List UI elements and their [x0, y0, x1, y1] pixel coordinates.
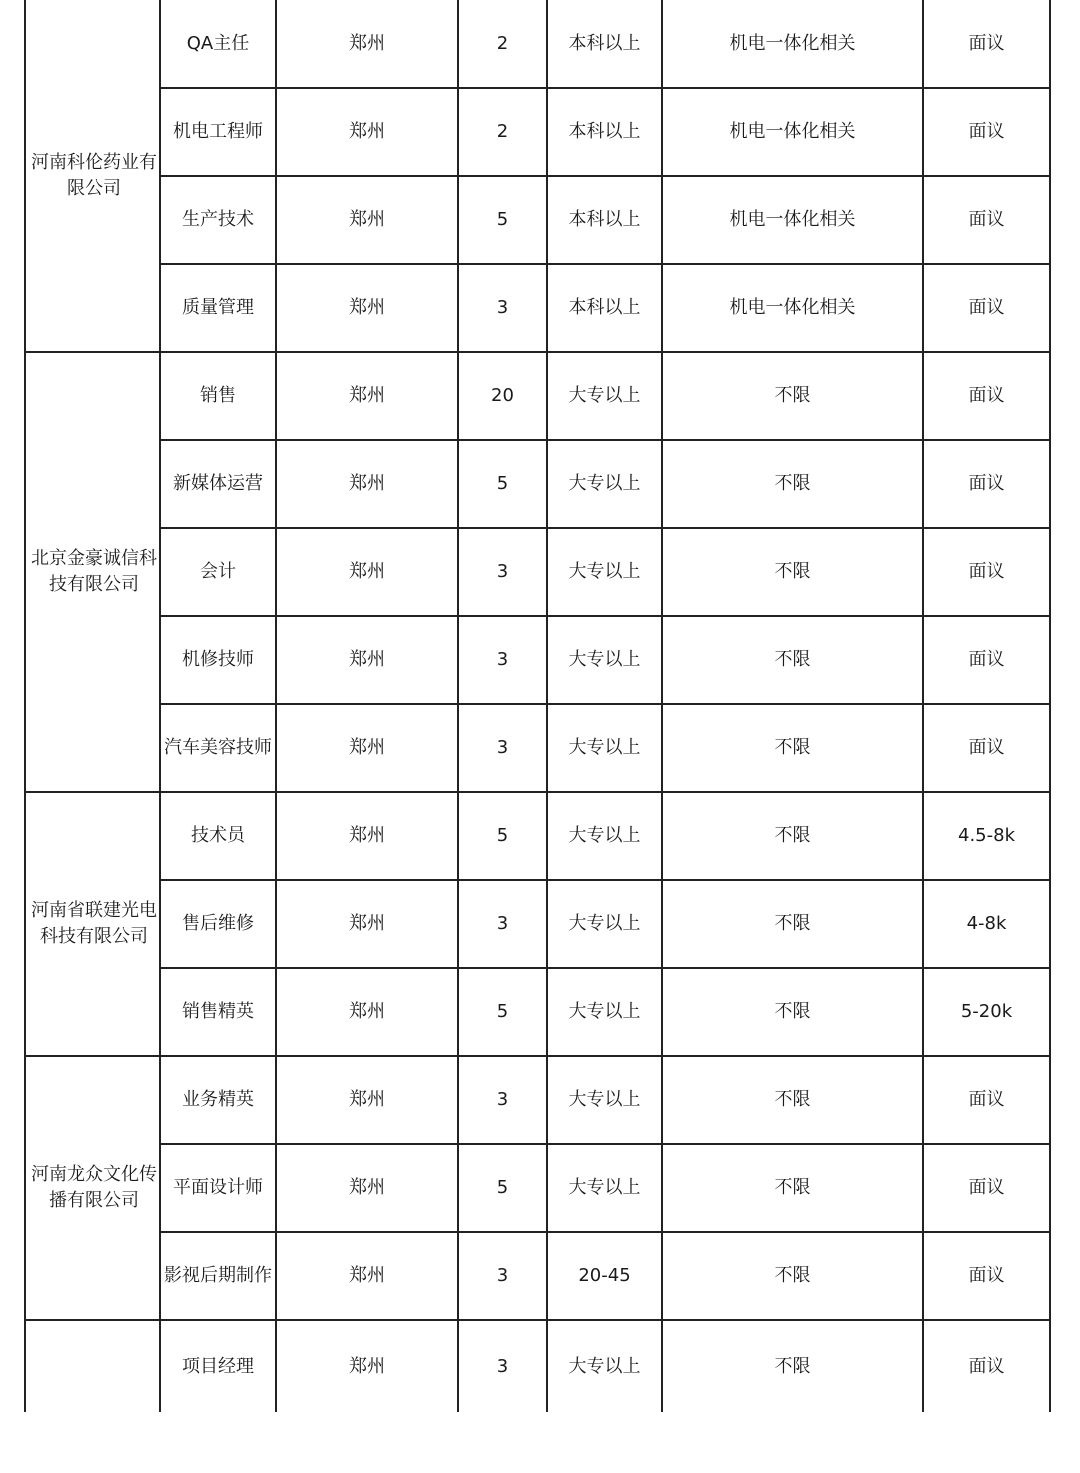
major-cell: 不限 [662, 968, 923, 1056]
position-cell: 生产技术 [160, 176, 276, 264]
education-cell: 大专以上 [547, 1320, 662, 1412]
major-cell: 不限 [662, 352, 923, 440]
salary-cell: 面议 [923, 1056, 1050, 1144]
salary-cell: 面议 [923, 1232, 1050, 1320]
position-cell: 售后维修 [160, 880, 276, 968]
major-cell: 不限 [662, 1320, 923, 1412]
company-cell [25, 352, 160, 792]
salary-cell: 5-20k [923, 968, 1050, 1056]
location-cell: 郑州 [276, 1144, 458, 1232]
location-cell: 郑州 [276, 440, 458, 528]
education-cell: 大专以上 [547, 1144, 662, 1232]
major-cell: 机电一体化相关 [662, 264, 923, 352]
company-cell [25, 792, 160, 1056]
education-cell: 本科以上 [547, 0, 662, 88]
major-cell: 不限 [662, 1144, 923, 1232]
location-cell: 郑州 [276, 1320, 458, 1412]
major-cell: 不限 [662, 616, 923, 704]
salary-cell: 面议 [923, 352, 1050, 440]
education-cell: 大专以上 [547, 440, 662, 528]
position-cell: 机修技师 [160, 616, 276, 704]
company-name: 北京金豪诚信科技有限公司 [31, 548, 157, 595]
major-cell: 机电一体化相关 [662, 0, 923, 88]
education-cell: 本科以上 [547, 176, 662, 264]
education-cell: 20-45 [547, 1232, 662, 1320]
count-cell: 2 [458, 0, 547, 88]
salary-cell: 面议 [923, 1144, 1050, 1232]
education-cell: 大专以上 [547, 1056, 662, 1144]
major-cell: 不限 [662, 792, 923, 880]
position-cell: 会计 [160, 528, 276, 616]
count-cell: 5 [458, 968, 547, 1056]
location-cell: 郑州 [276, 1232, 458, 1320]
position-cell: 项目经理 [160, 1320, 276, 1412]
position-cell: 业务精英 [160, 1056, 276, 1144]
salary-cell: 面议 [923, 88, 1050, 176]
major-cell: 不限 [662, 880, 923, 968]
table-row [25, 528, 1050, 616]
salary-cell: 面议 [923, 704, 1050, 792]
table-row [25, 1144, 1050, 1232]
major-cell: 不限 [662, 440, 923, 528]
company-name: 河南科伦药业有限公司 [31, 151, 157, 199]
salary-cell: 面议 [923, 176, 1050, 264]
position-cell: 平面设计师 [160, 1144, 276, 1232]
major-cell: 不限 [662, 704, 923, 792]
major-cell: 不限 [662, 1056, 923, 1144]
table-row [25, 176, 1050, 264]
location-cell: 郑州 [276, 792, 458, 880]
location-cell: 郑州 [276, 88, 458, 176]
table-row [25, 440, 1050, 528]
location-cell: 郑州 [276, 1056, 458, 1144]
position-cell: 销售精英 [160, 968, 276, 1056]
count-cell: 20 [458, 352, 547, 440]
count-cell: 3 [458, 1320, 547, 1412]
salary-cell: 4.5-8k [923, 792, 1050, 880]
company-cell [25, 1056, 160, 1320]
count-cell: 5 [458, 440, 547, 528]
company-name: 河南龙众文化传播有限公司 [31, 1164, 157, 1211]
job-listing-table [24, 0, 1051, 1412]
position-cell: 质量管理 [160, 264, 276, 352]
count-cell: 3 [458, 528, 547, 616]
position-cell: QA主任 [160, 0, 276, 88]
location-cell: 郑州 [276, 176, 458, 264]
salary-cell: 面议 [923, 440, 1050, 528]
major-cell: 机电一体化相关 [662, 88, 923, 176]
education-cell: 大专以上 [547, 792, 662, 880]
company-cell [25, 1320, 160, 1412]
education-cell: 大专以上 [547, 880, 662, 968]
location-cell: 郑州 [276, 264, 458, 352]
location-cell: 郑州 [276, 616, 458, 704]
location-cell: 郑州 [276, 0, 458, 88]
count-cell: 3 [458, 880, 547, 968]
position-cell: 汽车美容技师 [160, 704, 276, 792]
education-cell: 本科以上 [547, 88, 662, 176]
company-cell [25, 0, 160, 352]
table-row [25, 880, 1050, 968]
location-cell: 郑州 [276, 968, 458, 1056]
table-row [25, 1320, 1050, 1412]
count-cell: 3 [458, 1232, 547, 1320]
count-cell: 3 [458, 1056, 547, 1144]
location-cell: 郑州 [276, 528, 458, 616]
position-cell: 销售 [160, 352, 276, 440]
table-row [25, 88, 1050, 176]
position-cell: 影视后期制作 [160, 1232, 276, 1320]
table-row [25, 792, 1050, 880]
salary-cell: 面议 [923, 616, 1050, 704]
education-cell: 大专以上 [547, 616, 662, 704]
major-cell: 机电一体化相关 [662, 176, 923, 264]
major-cell: 不限 [662, 528, 923, 616]
education-cell: 大专以上 [547, 528, 662, 616]
salary-cell: 面议 [923, 264, 1050, 352]
company-name: 河南省联建光电科技有限公司 [31, 900, 157, 947]
count-cell: 5 [458, 792, 547, 880]
count-cell: 5 [458, 176, 547, 264]
salary-cell: 面议 [923, 528, 1050, 616]
table-row [25, 0, 1050, 88]
table-row [25, 1056, 1050, 1144]
location-cell: 郑州 [276, 704, 458, 792]
count-cell: 2 [458, 88, 547, 176]
location-cell: 郑州 [276, 352, 458, 440]
table-row [25, 704, 1050, 792]
count-cell: 3 [458, 264, 547, 352]
education-cell: 大专以上 [547, 704, 662, 792]
position-cell: 新媒体运营 [160, 440, 276, 528]
count-cell: 5 [458, 1144, 547, 1232]
salary-cell: 4-8k [923, 880, 1050, 968]
table-body [25, 0, 1050, 1412]
education-cell: 大专以上 [547, 968, 662, 1056]
location-cell: 郑州 [276, 880, 458, 968]
education-cell: 大专以上 [547, 352, 662, 440]
table-row [25, 1232, 1050, 1320]
table-row [25, 264, 1050, 352]
education-cell: 本科以上 [547, 264, 662, 352]
table-row [25, 616, 1050, 704]
count-cell: 3 [458, 616, 547, 704]
salary-cell: 面议 [923, 0, 1050, 88]
table-row [25, 352, 1050, 440]
position-cell: 机电工程师 [160, 88, 276, 176]
table-row [25, 968, 1050, 1056]
major-cell: 不限 [662, 1232, 923, 1320]
salary-cell: 面议 [923, 1320, 1050, 1412]
position-cell: 技术员 [160, 792, 276, 880]
count-cell: 3 [458, 704, 547, 792]
